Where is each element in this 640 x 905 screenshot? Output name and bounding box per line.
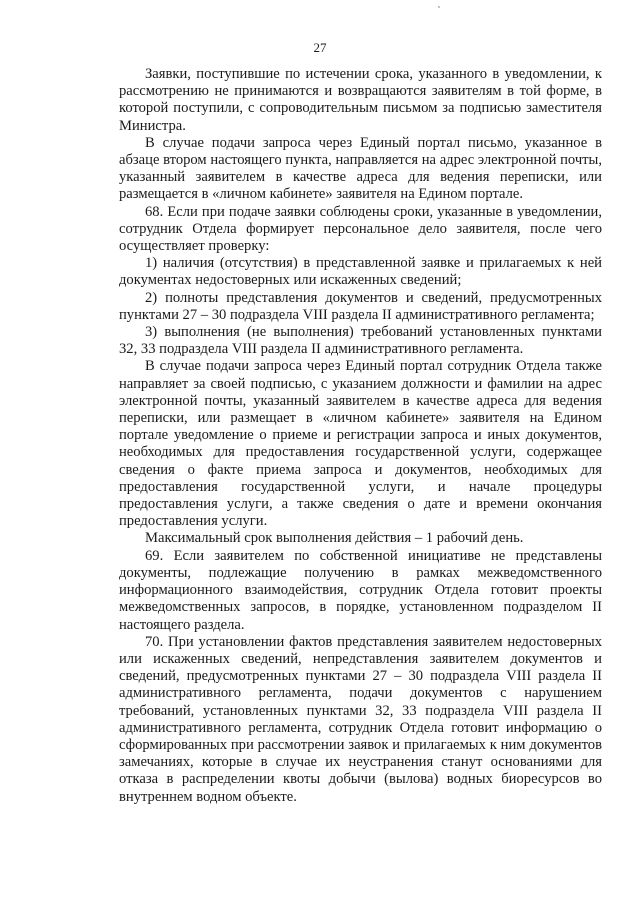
paragraph-max-term: Максимальный срок выполнения действия – 1 рабочий день. xyxy=(145,530,524,547)
document-body xyxy=(119,66,602,806)
paragraph-returned-applications: Заявки, поступившие по истечении срока, указанного в уведомлении, к рассмотрению не принимаются и возвращаются заявителям в той форме, в которой поступили, с сопроводительным письмом за подписью заместителя Министра. xyxy=(119,66,602,134)
paragraph-check-2: 2) полноты представления документов и сведений, предусмотренных пунктами 27 – 30 подраздела VIII раздела II административного регламента; xyxy=(119,289,602,323)
scan-speck xyxy=(438,6,440,8)
paragraph-check-1: 1) наличия (отсутствия) в представленной заявке и прилагаемых к ней документах недостоверных или искаженных сведений; xyxy=(119,255,602,289)
paragraph-item-70: 70. При установлении фактов представления заявителем недостоверных или искаженных сведений, непредставления заявителем документов и сведений, предусмотренных пунктами 27 – 30 подраздела VIII раздела II административного регламента, подачи документов с нарушением требований, установленных пунктами 32, 33 подраздела VIII раздела II административного регламента, сотрудник Отдела готовит информацию о сформированных при рассмотрении заявок и прилагаемых к ним документов замечаниях, которые в случае их неустранения станут основаниями для отказа в распределении квоты добычи (вылова) водных биоресурсов во внутреннем водном объекте. xyxy=(119,633,602,805)
paragraph-item-69: 69. Если заявителем по собственной инициативе не представлены документы, подлежащие получению в рамках межведомственного информационного взаимодействия, сотрудник Отдела готовит проекты межведомственных запросов, в порядке, установленном подразделом II настоящего раздела. xyxy=(119,547,602,633)
paragraph-portal-letter: В случае подачи запроса через Единый портал письмо, указанное в абзаце втором настоящего пункта, направляется на адрес электронной почты, указанный заявителем в качестве адреса для ведения переписки, или размещается в «личном кабинете» заявителя на Едином портале. xyxy=(119,134,602,203)
page-number: 27 xyxy=(313,40,327,55)
paragraph-item-68: 68. Если при подаче заявки соблюдены сроки, указанные в уведомлении, сотрудник Отдела формирует персональное дело заявителя, после чего осуществляет проверку: xyxy=(119,203,602,255)
paragraph-portal-notification: В случае подачи запроса через Единый портал сотрудник Отдела также направляет за своей подписью, с указанием должности и фамилии на адрес электронной почты, указанный заявителем в качестве адреса для ведения переписки, или размещает в «личном кабинете» заявителя на Едином портале уведомление о приеме и регистрации запроса и иных документов, необходимых для предоставления государственной услуги, содержащее сведения о факте приема запроса и документов, необходимых для предоставления государственной услуги, и начале процедуры предоставления услуги, а также сведения о дате и времени окончания предоставления услуги. xyxy=(119,358,602,530)
paragraph-check-3: 3) выполнения (не выполнения) требований установленных пунктами 32, 33 подраздела VIII раздела II административного регламента. xyxy=(119,324,602,358)
